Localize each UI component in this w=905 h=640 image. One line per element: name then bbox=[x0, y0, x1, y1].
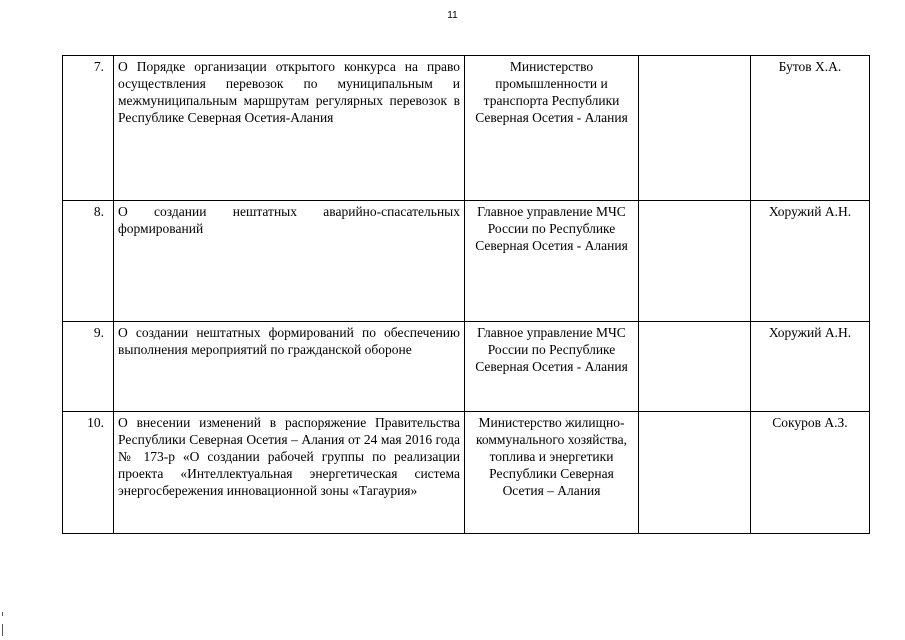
item-title: О создании нештатных аварийно-спасательных формирований bbox=[114, 201, 465, 322]
item-title: О создании нештатных формирований по обеспечению выполнения мероприятий по гражданской обороне bbox=[114, 322, 465, 412]
table-row bbox=[63, 412, 870, 534]
table-row bbox=[63, 201, 870, 322]
row-number: 8. bbox=[63, 201, 114, 322]
date-cell bbox=[639, 412, 751, 534]
date-cell bbox=[639, 201, 751, 322]
item-title: О Порядке организации открытого конкурса на право осуществления перевозок по муниципальным и межмуниципальным маршрутам регулярных перевозок в Республике Северная Осетия-Алания bbox=[114, 56, 465, 201]
scan-artifact bbox=[2, 624, 3, 636]
scan-artifact bbox=[2, 612, 3, 616]
table-row bbox=[63, 56, 870, 201]
table-row bbox=[63, 322, 870, 412]
department: Главное управление МЧС России по Республике Северная Осетия - Алания bbox=[465, 322, 639, 412]
department: Министерство промышленности и транспорта Республики Северная Осетия - Алания bbox=[465, 56, 639, 201]
agenda-table bbox=[62, 55, 870, 534]
responsible-person: Хоружий А.Н. bbox=[751, 322, 870, 412]
row-number: 10. bbox=[63, 412, 114, 534]
page-number: 11 bbox=[447, 10, 458, 21]
date-cell bbox=[639, 56, 751, 201]
responsible-person: Сокуров А.З. bbox=[751, 412, 870, 534]
date-cell bbox=[639, 322, 751, 412]
row-number: 9. bbox=[63, 322, 114, 412]
department: Главное управление МЧС России по Республике Северная Осетия - Алания bbox=[465, 201, 639, 322]
responsible-person: Хоружий А.Н. bbox=[751, 201, 870, 322]
item-title: О внесении изменений в распоряжение Правительства Республики Северная Осетия – Алания от 24 мая 2016 года № 173-р «О создании рабочей группы по реализации проекта «Интеллектуальная энергетическая система энергосбережения инновационной зоны «Тагаурия» bbox=[114, 412, 465, 534]
row-number: 7. bbox=[63, 56, 114, 201]
department: Министерство жилищно-коммунального хозяйства, топлива и энергетики Республики Северная Осетия – Алания bbox=[465, 412, 639, 534]
responsible-person: Бутов Х.А. bbox=[751, 56, 870, 201]
